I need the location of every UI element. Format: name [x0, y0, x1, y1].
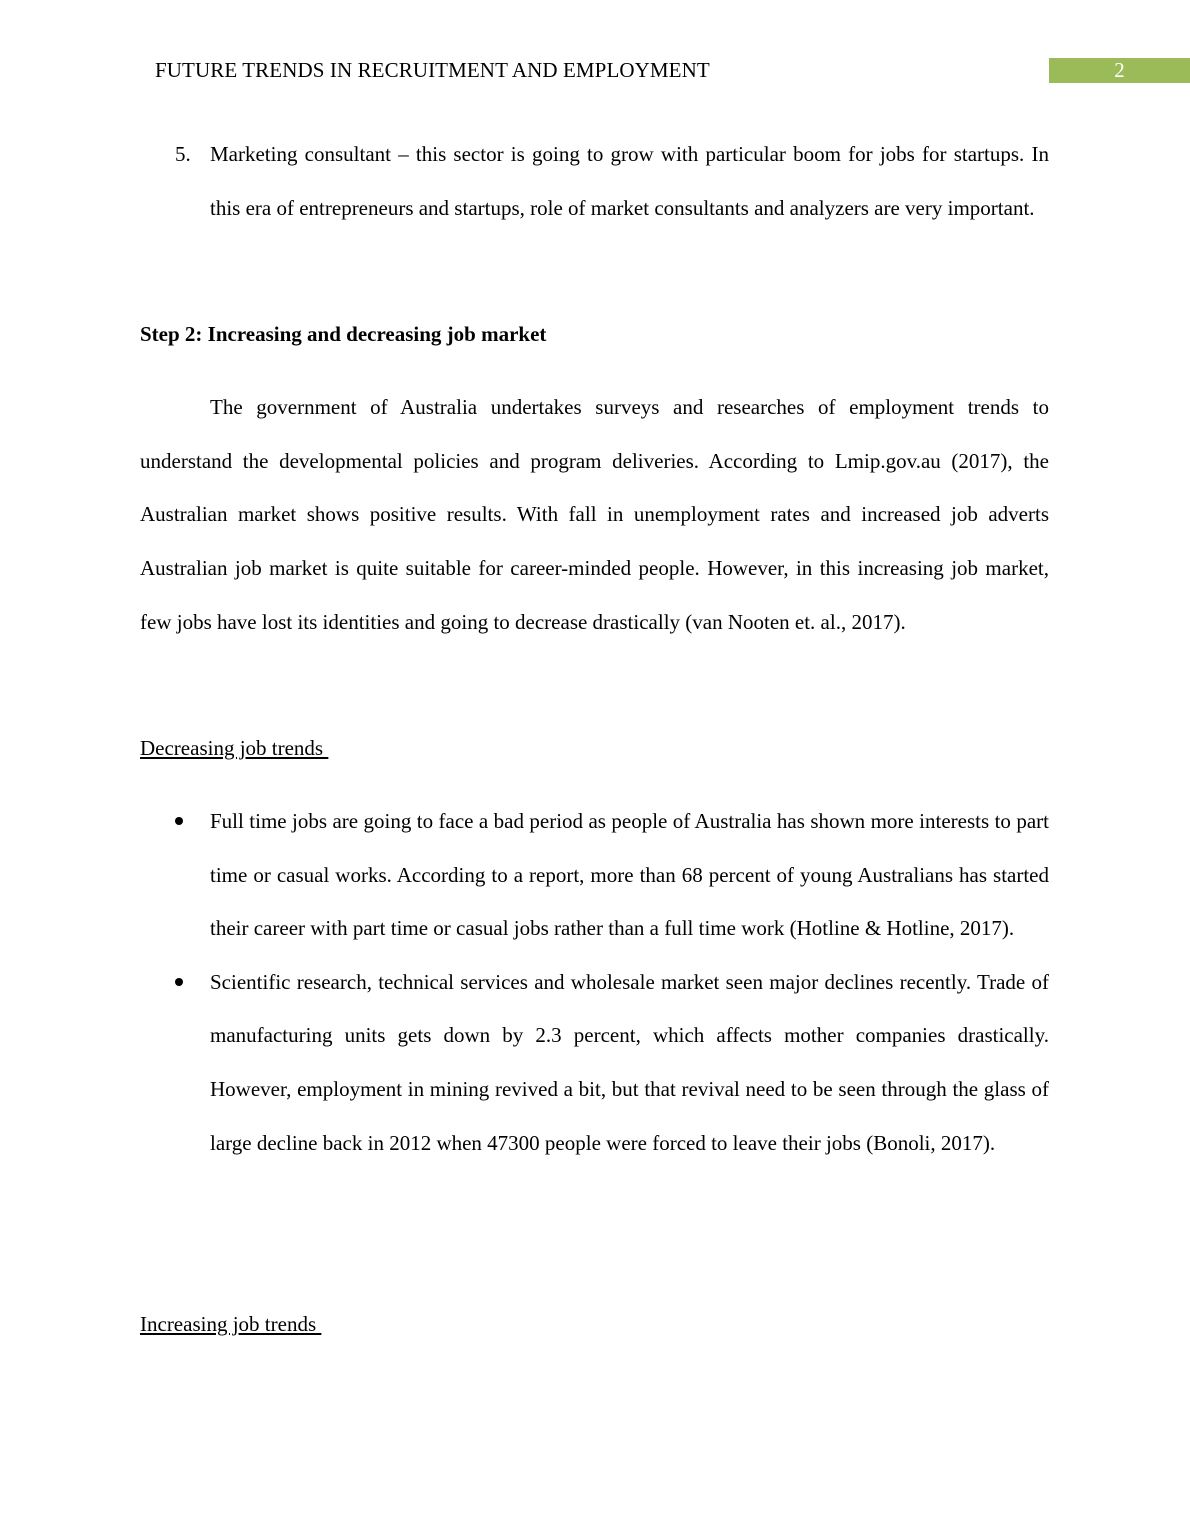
list-item-text: Marketing consultant – this sector is going to grow with particular boom for jobs for startups. In this era of entrepreneurs and startups, role of market consultants and analyzers are very important. [210, 142, 1049, 220]
decreasing-trends-list [140, 795, 1049, 1170]
increasing-trends-heading: Increasing job trends [140, 1312, 322, 1336]
bullet-icon [175, 817, 183, 825]
list-item [140, 956, 1049, 1170]
body-paragraph: The government of Australia undertakes surveys and researches of employment trends to understand the developmental policies and program deliveries. According to Lmip.gov.au (2017), the Australian market shows positive results. With fall in unemployment rates and increased job adverts Australian job market is quite suitable for career-minded people. However, in this increasing job market, few jobs have lost its identities and going to decrease drastically (van Nooten et. al., 2017). [140, 395, 1049, 634]
numbered-list-item-5 [140, 127, 1049, 235]
list-number-marker: 5. [175, 142, 191, 166]
decreasing-trends-heading: Decreasing job trends [140, 736, 329, 760]
list-item [140, 795, 1049, 956]
bullet-icon [175, 978, 183, 986]
running-header-title: FUTURE TRENDS IN RECRUITMENT AND EMPLOYMENT [155, 58, 710, 82]
bullet-text: Scientific research, technical services and wholesale market seen major declines recently. Trade of manufacturing units gets down by 2.3 percent, which affects mother companies drastically. However, employment in mining revived a bit, but that revival need to be seen through the glass of large decline back in 2012 when 47300 people were forced to leave their jobs (Bonoli, 2017). [210, 969, 1049, 1155]
section-heading: Step 2: Increasing and decreasing job market [140, 322, 547, 346]
page-number: 2 [1049, 58, 1190, 83]
bullet-text: Full time jobs are going to face a bad period as people of Australia has shown more interests to part time or casual works. According to a report, more than 68 percent of young Australians has started their career with part time or casual jobs rather than a full time work (Hotline & Hotline, 2017). [210, 809, 1049, 941]
